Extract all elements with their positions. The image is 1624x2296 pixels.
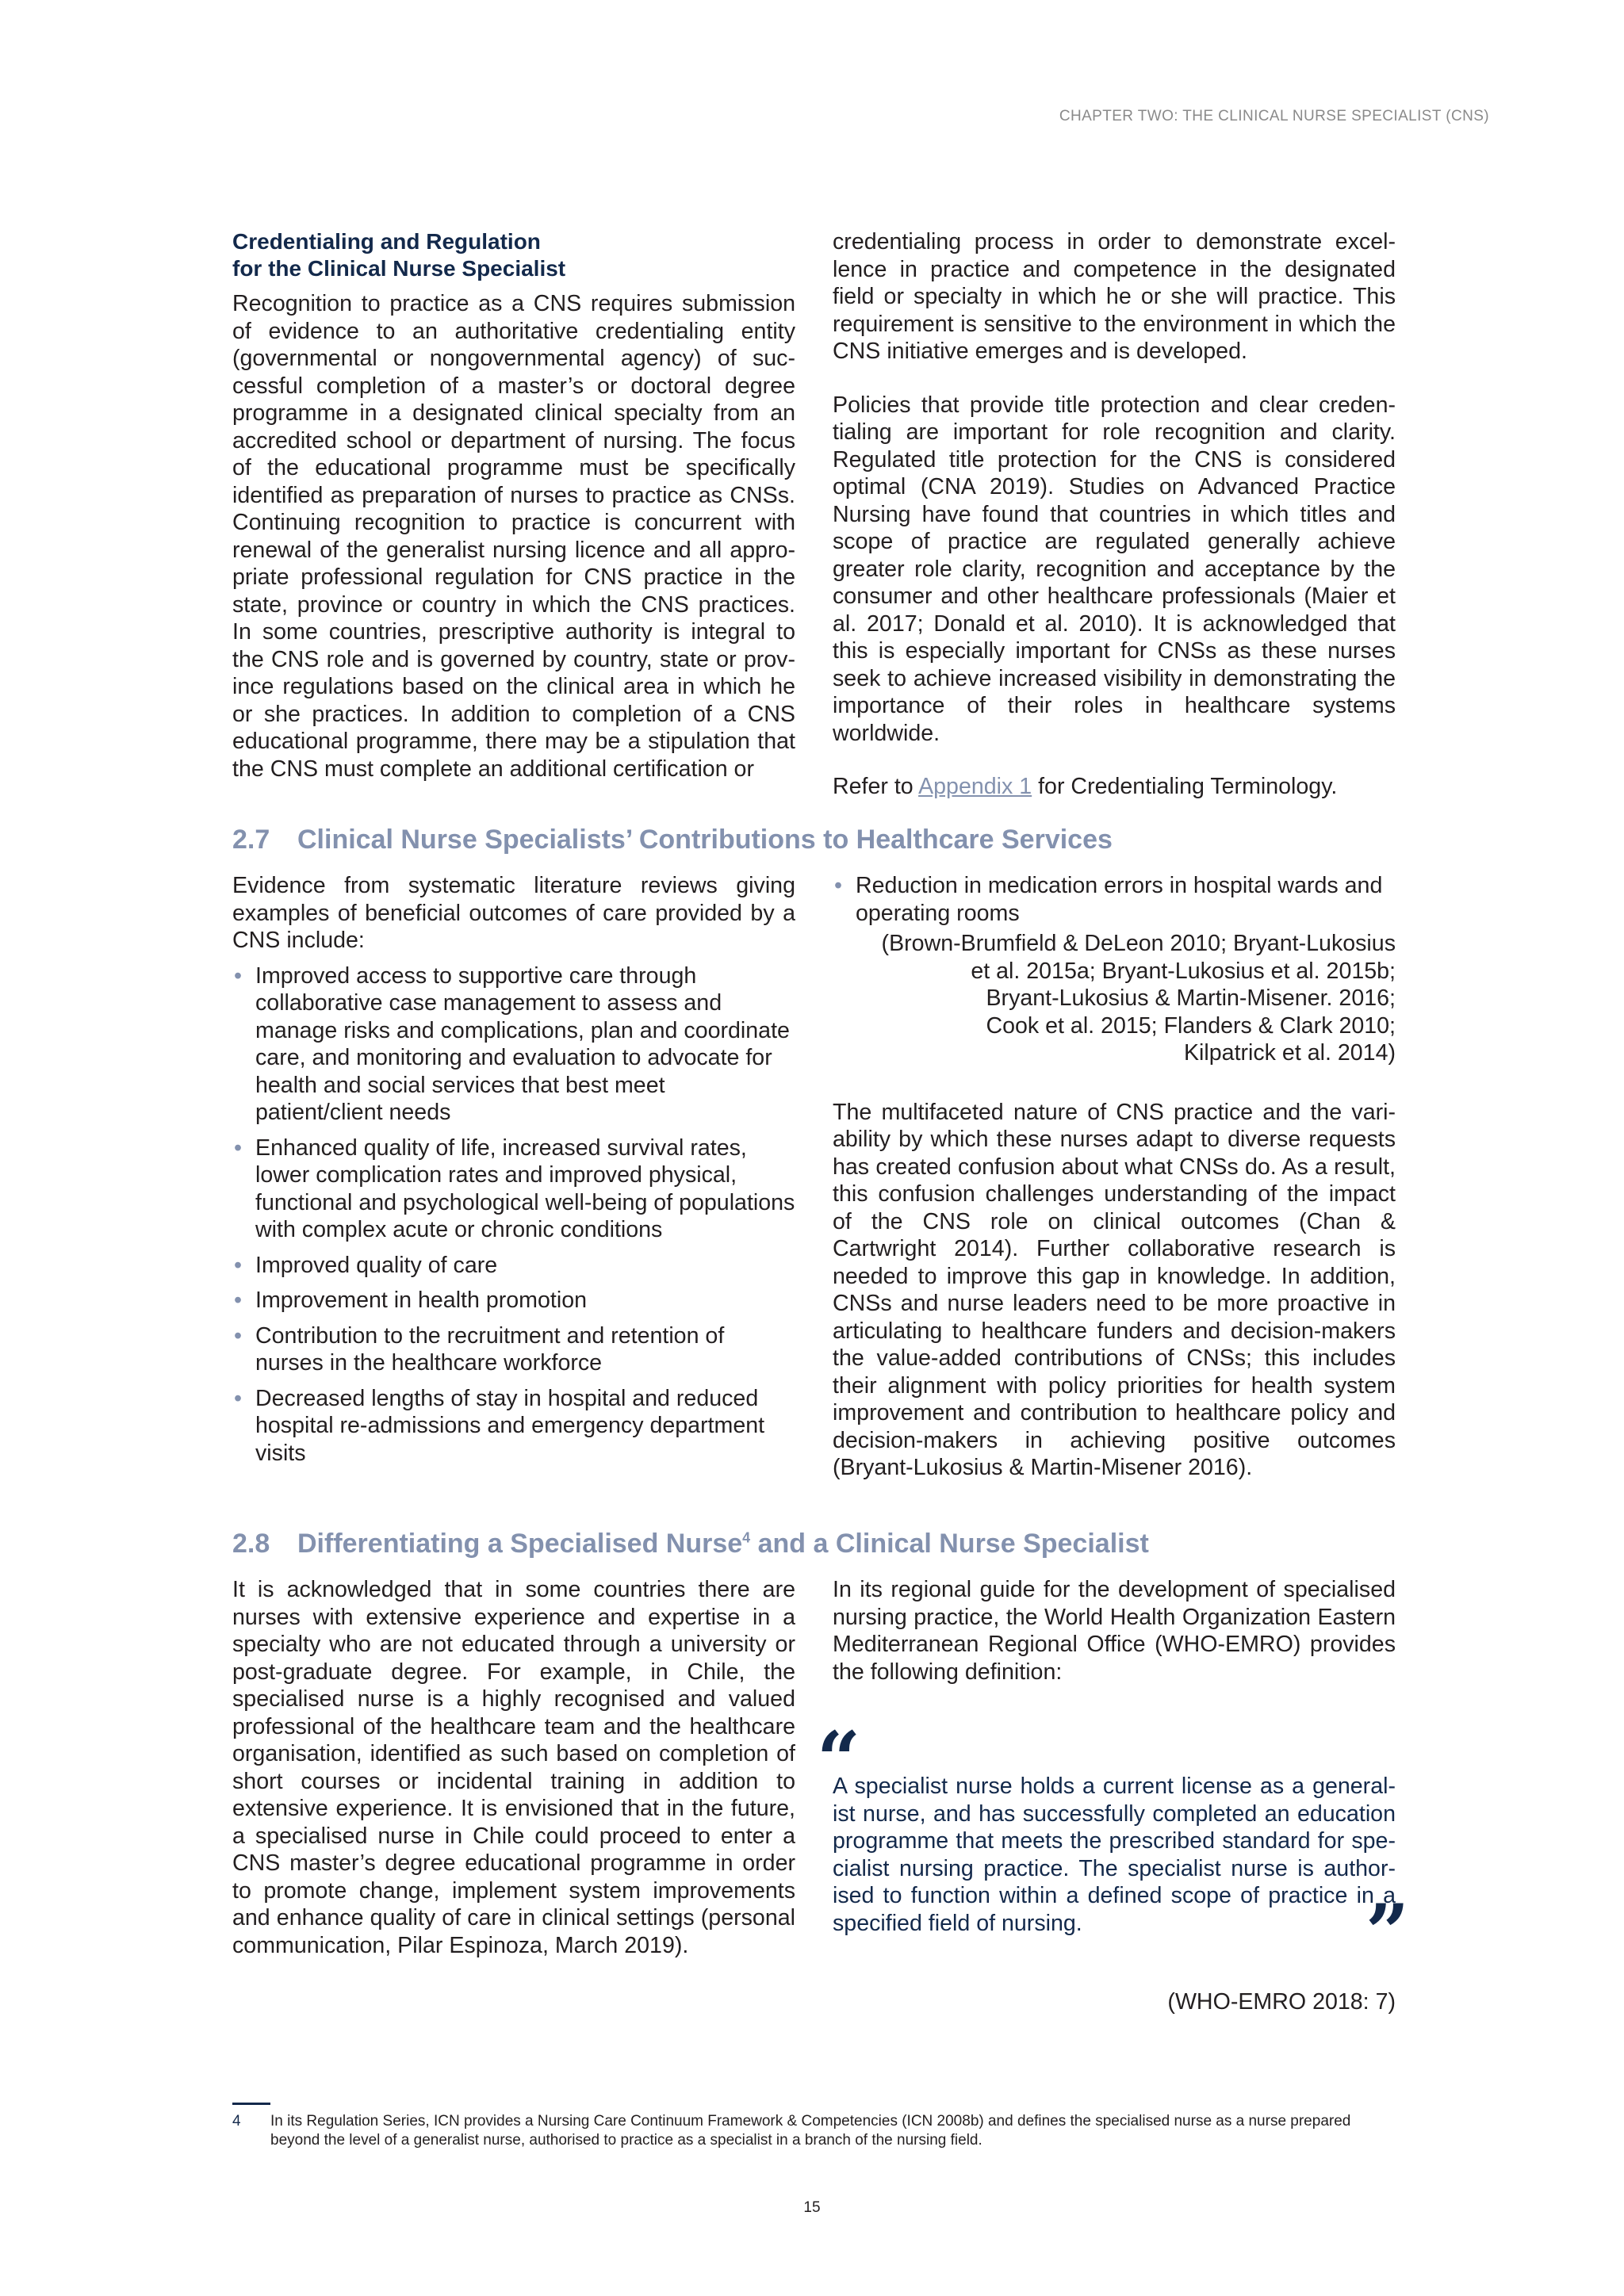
definition-quote: A specialist nurse holds a current license as a generalist nurse, and has successfully completed an education programme that meets the prescribed standard for specialist nursing practice. The specialist nurse is authorised to function within a defined scope of practice in a specified field of nursing.: [833, 1774, 1396, 1936]
who-emro-intro-paragraph: In its regional guide for the development of specialised nursing practice, the World Health Organization Eastern Mediterranean Regional Office (WHO-EMRO) provides the following definition:: [833, 1577, 1396, 1685]
quote-source: (WHO-EMRO 2018: 7): [1167, 1989, 1396, 2015]
specialised-nurse-paragraph: It is acknowledged that in some countries there are nurses with extensive experience and expertise in a specialty who are not educated through a university or post-graduate degree. For example, in Chile, the specialised nurse is a highly recognised and valued professional of the healthcare team and the healthcare organisation, identified as such based on completion of short courses or incidental training in addition to extensive experience. It is envisioned that in the future, a specialised nurse in Chile could proceed to enter a CNS master’s degree educational programme in order to promote change, implement system improvements and enhance quality of care in clinical settings (personal communication, Pilar Espinoza, March 2019).: [232, 1577, 795, 1958]
multifaceted-practice-paragraph: The multifaceted nature of CNS practice and the variability by which these nurses adapt to diverse requests has created confusion about what CNSs do. As a result, this confusion challenges understanding of the impact of the CNS role on clinical outcomes (Chan & Cartwright 2014). Further collaborative research is needed to improve this gap in knowledge. In addition, CNSs and nurse leaders need to be more proactive in articulating to healthcare funders and decision-makers the value-added contributions of CNSs; this includes their alignment with policy priorities for health system improvement and contribution to healthcare policy and decision-makers in achieving positive outcomes (Bryant-Lukosius & Martin-Misener 2016).: [833, 1099, 1396, 1480]
footnote-rule: [232, 2103, 270, 2105]
list-item: • Improvement in health promotion: [232, 1287, 795, 1314]
citation-line: (Brown-Brumfield & DeLeon 2010; Bryant-Lukosius: [881, 931, 1396, 956]
credentialing-heading-line2: for the Clinical Nurse Specialist: [232, 256, 566, 281]
section-2-8-heading: [232, 1529, 1149, 1559]
section-2-7-left-column: [232, 872, 795, 1475]
list-item: • Decreased lengths of stay in hospital and reduced hospital re-admissions and emergency department visits: [232, 1385, 795, 1468]
citation-line: Cook et al. 2015; Flanders & Clark 2010;: [986, 1012, 1396, 1039]
citation-line: et al. 2015a; Bryant-Lukosius et al. 2015b;: [971, 958, 1396, 984]
section-2-8-right-column: [833, 1576, 1396, 1686]
section-2-7-intro: Evidence from systematic literature reviews giving examples of beneficial outcomes of care provided by a CNS include:: [232, 873, 795, 953]
refer-text-before: Refer to: [833, 774, 919, 799]
refer-appendix-line: [833, 773, 1396, 801]
credentialing-right-column: [833, 228, 1396, 801]
credentialing-heading-line1: Credentialing and Regulation: [232, 229, 541, 254]
section-2-7-right-column: [833, 872, 1396, 1482]
footnote: [232, 2112, 1374, 2150]
credentialing-paragraph-continued: credentialing process in order to demonstrate excellence in practice and competence in the designated field or specialty in which he or she will practice. This requirement is sensitive to the environment in which the CNS initiative emerges and is developed.: [833, 229, 1396, 364]
page-number: 15: [803, 2199, 821, 2216]
credentialing-heading: [232, 228, 795, 282]
citation-line: Kilpatrick et al. 2014): [1183, 1040, 1396, 1066]
refer-text-after: for Credentialing Terminology.: [1032, 774, 1338, 799]
appendix-1-link[interactable]: Appendix 1: [918, 774, 1032, 799]
footnote-reference[interactable]: 4: [742, 1529, 751, 1546]
list-item: • Enhanced quality of life, increased survival rates, lower complication rates and improved physical, functional and psychological well-being of populations with complex acute or chronic conditions: [232, 1135, 795, 1244]
section-2-7-title: Clinical Nurse Specialists’ Contributions to Healthcare Services: [297, 825, 1113, 855]
section-2-8-title-part1: Differentiating a Specialised Nurse: [297, 1529, 743, 1559]
list-item: • Improved access to supportive care through collaborative case management to assess and manage risks and complications, plan and coordinate care, and monitoring and evaluation to advocate for health and social services that best meet patient/client needs: [232, 962, 795, 1127]
close-quote-icon: ”: [1365, 1888, 1410, 1977]
outcomes-bullet-list-continued: [833, 872, 1396, 927]
credentialing-left-column: [232, 228, 795, 783]
list-item: • Improved quality of care: [232, 1252, 795, 1280]
definition-quote-block: [833, 1773, 1396, 1937]
section-2-8-title-part2: and a Clinical Nurse Specialist: [750, 1529, 1149, 1559]
section-2-7-number: 2.7: [232, 825, 270, 855]
quote-source-block: [833, 1988, 1396, 2016]
section-2-8-number: 2.8: [232, 1529, 270, 1559]
open-quote-icon: “: [817, 1715, 861, 1804]
citation-line: Bryant-Lukosius & Martin-Misener. 2016;: [986, 985, 1396, 1011]
footnote-number: 4: [232, 2113, 241, 2130]
section-2-7-heading: [232, 825, 1113, 855]
section-2-8-left-column: [232, 1576, 795, 1959]
list-item: • Contribution to the recruitment and retention of nurses in the healthcare workforce: [232, 1322, 795, 1377]
list-item: • Reduction in medication errors in hospital wards and operating rooms: [833, 872, 1396, 927]
running-head: CHAPTER TWO: THE CLINICAL NURSE SPECIALIST (CNS): [1059, 108, 1489, 124]
title-protection-paragraph: Policies that provide title protection and clear credentialing are important for role recognition and clarity. Regulated title protection for the CNS is considered optimal (CNA 2019). Studies on Advanced Practice Nursing have found that countries in which titles and scope of practice are regulated generally achieve greater role clarity, recognition and acceptance by the consumer and other healthcare professionals (Maier et al. 2017; Donald et al. 2010). It is acknowledged that this is especially important for CNSs as these nurses seek to achieve increased visibility in demonstrating the importance of their roles in healthcare systems worldwide.: [833, 392, 1396, 746]
outcomes-bullet-list: [232, 962, 795, 1468]
footnote-text: In its Regulation Series, ICN provides a Nursing Care Continuum Framework & Competencies (ICN 2008b) and defines the specialised nurse as a nurse prepared beyond the level of a generalist nurse, authorised to practice as a specialist in a branch of the nursing field.: [270, 2113, 1351, 2149]
outcomes-citation: [833, 930, 1396, 1067]
credentialing-paragraph: Recognition to practice as a CNS requires submission of evidence to an authoritative credentialing entity (governmental or nongovernmental agency) of successful completion of a master’s or doctoral degree programme in a designated clinical specialty from an accredited school or department of nursing. The focus of the educational programme must be specifically identified as preparation of nurses to practice as CNSs. Continuing recognition to practice is concurrent with renewal of the generalist nursing licence and all appropriate professional regulation for CNS practice in the state, province or country in which the CNS practices. In some countries, prescriptive authority is integral to the CNS role and is governed by country, state or province regulations based on the clinical area in which he or she practices. In addition to completion of a CNS educational programme, there may be a stipulation that the CNS must complete an additional certification or: [232, 291, 795, 782]
